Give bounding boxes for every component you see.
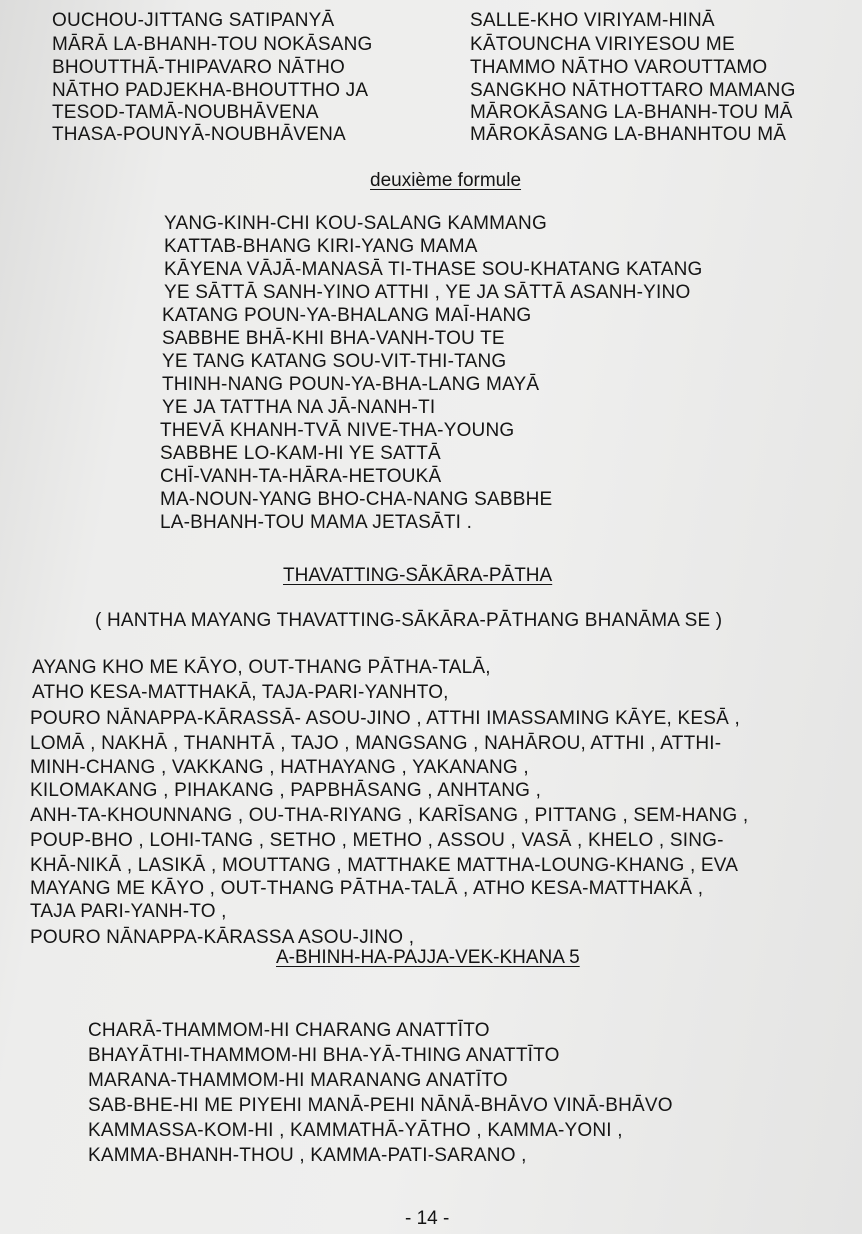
text-line: TAJA PARI-YANH-TO , xyxy=(30,901,227,922)
heading-abhinh: A-BHINH-HA-PAJJA-VEK-KHANA 5 xyxy=(276,947,580,968)
subtitle-thavatting: ( HANTHA MAYANG THAVATTING-SĀKĀRA-PĀTHANG BHANĀMA SE ) xyxy=(95,610,723,631)
verse-line: BHOUTTHĀ-THIPAVARO NĀTHO xyxy=(52,57,345,78)
text-line: KHĀ-NIKĀ , LASIKĀ , MOUTTANG , MATTHAKE MATTHA-LOUNG-KHANG , EVA xyxy=(30,855,739,876)
verse-line: KĀYENA VĀJĀ-MANASĀ TI-THASE SOU-KHATANG KATANG xyxy=(164,259,703,280)
verse-line: THINH-NANG POUN-YA-BHA-LANG MAYĀ xyxy=(162,374,540,395)
text-line: KAMMASSA-KOM-HI , KAMMATHĀ-YĀTHO , KAMMA-YONI , xyxy=(88,1120,623,1141)
text-line: AYANG KHO ME KĀYO, OUT-THANG PĀTHA-TALĀ, xyxy=(32,657,491,678)
verse-line: SABBHE LO-KAM-HI YE SATTĀ xyxy=(160,443,441,464)
verse-line: OUCHOU-JITTANG SATIPANYĀ xyxy=(52,10,335,31)
text-line: POURO NĀNAPPA-KĀRASSA ASOU-JINO , xyxy=(30,927,415,948)
text-line: LOMĀ , NAKHĀ , THANHTĀ , TAJO , MANGSANG , NAHĀROU, ATTHI , ATTHI- xyxy=(30,733,722,754)
verse-line: YE JA TATTHA NA JĀ-NANH-TI xyxy=(162,397,436,418)
verse-line: KATANG POUN-YA-BHALANG MAĪ-HANG xyxy=(162,305,532,326)
text-line: BHAYĀTHI-THAMMOM-HI BHA-YĀ-THING ANATTĪTO xyxy=(88,1045,560,1066)
verse-line: MĀROKĀSANG LA-BHANHTOU MĀ xyxy=(470,124,787,145)
text-line: ANH-TA-KHOUNNANG , OU-THA-RIYANG , KARĪSANG , PITTANG , SEM-HANG , xyxy=(30,805,749,826)
text-line: KILOMAKANG , PIHAKANG , PAPBHĀSANG , ANHTANG , xyxy=(30,780,542,801)
verse-line: SALLE-KHO VIRIYAM-HINĀ xyxy=(470,10,715,31)
text-line: CHARĀ-THAMMOM-HI CHARANG ANATTĪTO xyxy=(88,1020,490,1041)
verse-line: YANG-KINH-CHI KOU-SALANG KAMMANG xyxy=(164,213,547,234)
text-line: POURO NĀNAPPA-KĀRASSĀ- ASOU-JINO , ATTHI IMASSAMING KĀYE, KESĀ , xyxy=(30,708,740,729)
verse-line: MĀROKĀSANG LA-BHANH-TOU MĀ xyxy=(470,102,793,123)
verse-line: THAMMO NĀTHO VAROUTTAMO xyxy=(470,57,768,78)
text-line: MINH-CHANG , VAKKANG , HATHAYANG , YAKANANG , xyxy=(30,757,529,778)
text-line: POUP-BHO , LOHI-TANG , SETHO , METHO , ASSOU , VASĀ , KHELO , SING- xyxy=(30,830,724,851)
heading-deuxieme-formule: deuxième formule xyxy=(370,170,522,191)
text-line: MAYANG ME KĀYO , OUT-THANG PĀTHA-TALĀ , ATHO KESA-MATTHAKĀ , xyxy=(30,878,704,899)
text-line: ATHO KESA-MATTHAKĀ, TAJA-PARI-YANHTO, xyxy=(32,682,449,703)
verse-line: THEVĀ KHANH-TVĀ NIVE-THA-YOUNG xyxy=(160,420,515,441)
heading-thavatting: THAVATTING-SĀKĀRA-PĀTHA xyxy=(283,565,553,586)
verse-line: NĀTHO PADJEKHA-BHOUTTHO JA xyxy=(52,80,369,101)
verse-line: SANGKHO NĀTHOTTARO MAMANG xyxy=(470,80,796,101)
verse-line: SABBHE BHĀ-KHI BHA-VANH-TOU TE xyxy=(162,328,505,349)
verse-line: CHĪ-VANH-TA-HĀRA-HETOUKĀ xyxy=(160,466,442,487)
verse-line: YE SĀTTĀ SANH-YINO ATTHI , YE JA SĀTTĀ ASANH-YINO xyxy=(164,282,691,303)
text-line: SAB-BHE-HI ME PIYEHI MANĀ-PEHI NĀNĀ-BHĀVO VINĀ-BHĀVO xyxy=(88,1095,673,1116)
page-number: - 14 - xyxy=(405,1208,450,1229)
verse-line: MA-NOUN-YANG BHO-CHA-NANG SABBHE xyxy=(160,489,553,510)
verse-line: KĀTOUNCHA VIRIYESOU ME xyxy=(470,34,735,55)
verse-line: LA-BHANH-TOU MAMA JETASĀTI . xyxy=(160,512,473,533)
verse-line: THASA-POUNYĀ-NOUBHĀVENA xyxy=(52,124,346,145)
verse-line: YE TANG KATANG SOU-VIT-THI-TANG xyxy=(162,351,507,372)
verse-line: TESOD-TAMĀ-NOUBHĀVENA xyxy=(52,102,319,123)
verse-line: KATTAB-BHANG KIRI-YANG MAMA xyxy=(164,236,478,257)
text-line: MARANA-THAMMOM-HI MARANANG ANATĪTO xyxy=(88,1070,508,1091)
verse-line: MĀRĀ LA-BHANH-TOU NOKĀSANG xyxy=(52,34,373,55)
text-line: KAMMA-BHANH-THOU , KAMMA-PATI-SARANO , xyxy=(88,1145,527,1166)
